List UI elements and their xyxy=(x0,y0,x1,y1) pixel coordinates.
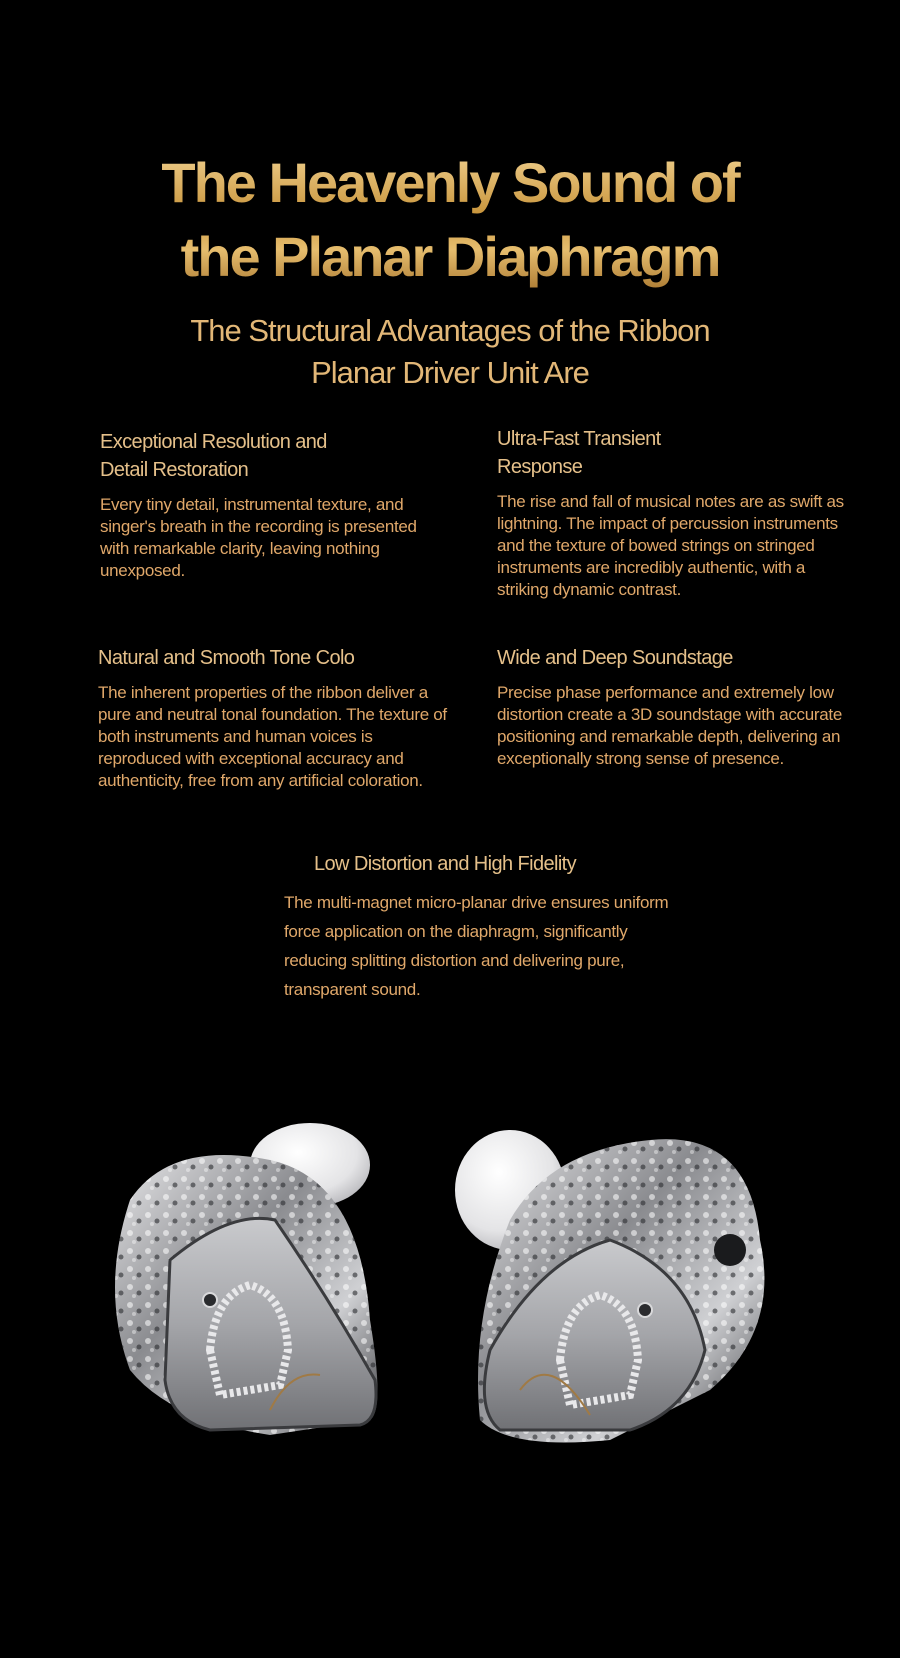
earbuds-image xyxy=(90,1120,870,1500)
feature-heading xyxy=(98,644,448,672)
feature-resolution xyxy=(100,428,440,582)
feature-heading xyxy=(497,425,857,481)
feature-low-distortion xyxy=(284,850,674,1004)
feature-tone xyxy=(98,644,448,792)
subtitle-line-1: The Structural Advantages of the Ribbon xyxy=(190,313,710,348)
page-title xyxy=(0,146,900,294)
feature-transient xyxy=(497,425,857,601)
page-subtitle xyxy=(0,310,900,394)
feature-body: Precise phase performance and extremely low distortion create a 3D soundstage with accurate positioning and remarkable depth, delivering an exceptionally strong sense of presence. xyxy=(497,683,842,768)
feature-body: The multi-magnet micro-planar drive ensures uniform force application on the diaphragm, significantly reducing splitting distortion and delivering pure, transparent sound. xyxy=(284,893,669,999)
feature-heading-line: Exceptional Resolution and xyxy=(100,431,327,453)
feature-body: Every tiny detail, instrumental texture, and singer's breath in the recording is presented with remarkable clarity, leaving nothing unexposed. xyxy=(100,495,417,580)
feature-body: The inherent properties of the ribbon deliver a pure and neutral tonal foundation. The texture of both instruments and human voices is reproduced with exceptional accuracy and authenticity, free from any artificial coloration. xyxy=(98,683,447,790)
feature-heading-line: Ultra-Fast Transient xyxy=(497,428,661,450)
right-earbud xyxy=(455,1130,764,1443)
feature-heading-line: Wide and Deep Soundstage xyxy=(497,647,733,669)
subtitle-line-2: Planar Driver Unit Are xyxy=(311,355,589,390)
title-line-1: The Heavenly Sound of xyxy=(161,151,739,214)
feature-soundstage xyxy=(497,644,857,770)
left-earbud xyxy=(115,1123,378,1435)
feature-heading-line: Response xyxy=(497,456,583,478)
feature-heading-line: Natural and Smooth Tone Colo xyxy=(98,647,355,669)
feature-heading-line: Detail Restoration xyxy=(100,459,249,481)
feature-body: The rise and fall of musical notes are as swift as lightning. The impact of percussion instruments and the texture of bowed strings on stringed instruments are incredibly authentic, with a striking dynamic contrast. xyxy=(497,492,844,599)
title-line-2: the Planar Diaphragm xyxy=(180,225,720,288)
feature-heading xyxy=(100,428,440,484)
feature-heading-line: Low Distortion and High Fidelity xyxy=(314,853,577,875)
feature-heading xyxy=(284,850,674,878)
feature-heading xyxy=(497,644,857,672)
